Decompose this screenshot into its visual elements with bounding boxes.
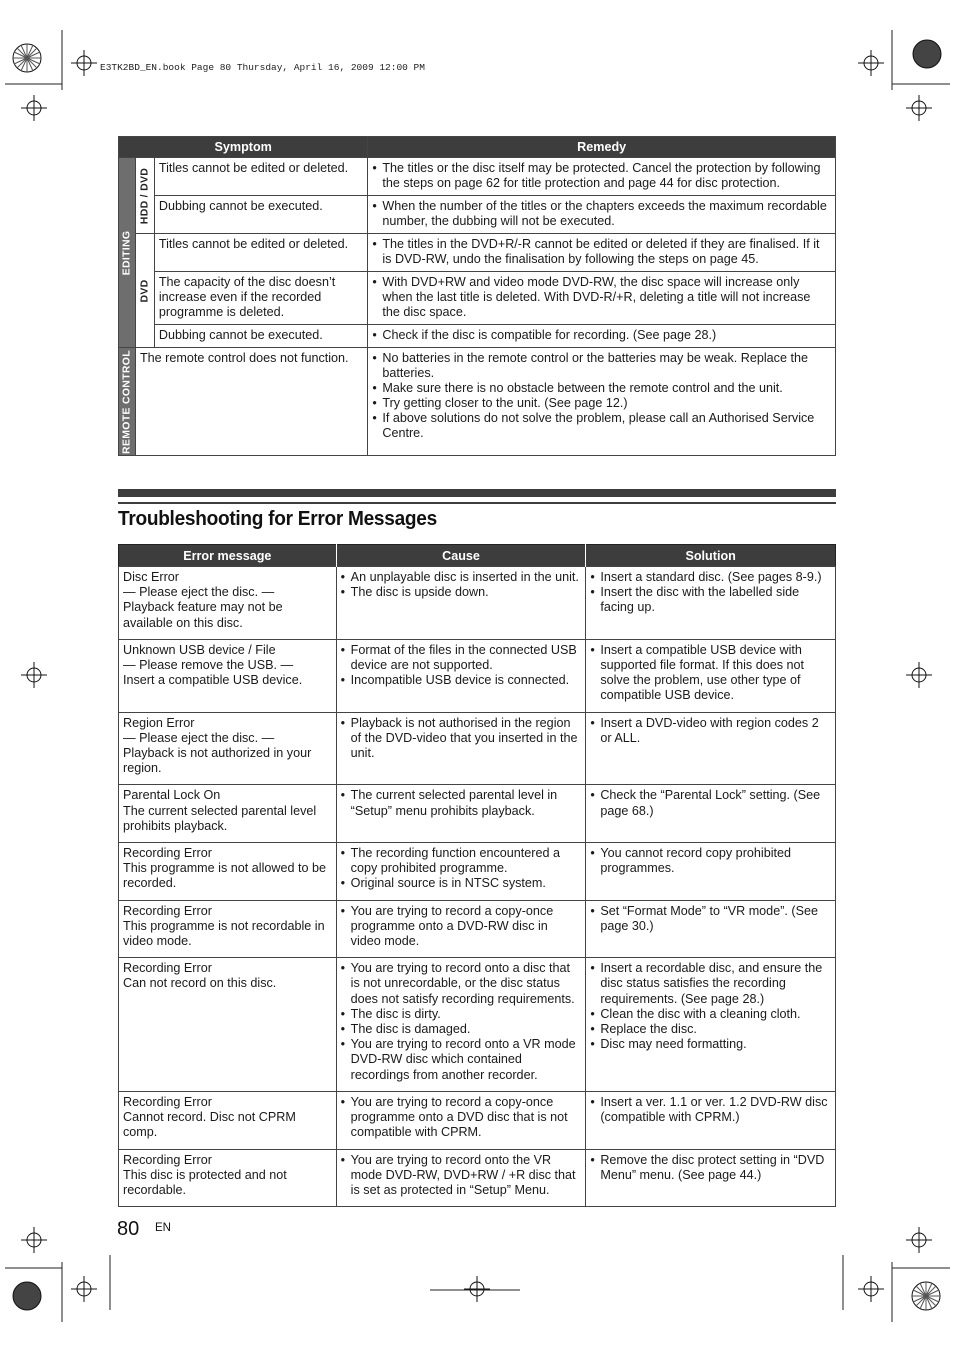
- table-row: [119, 158, 836, 196]
- cause-cell: [336, 785, 586, 843]
- table-row: [119, 272, 836, 325]
- list-item: • Check the “Parental Lock” setting. (See page 68.): [590, 788, 830, 818]
- table-header-row: [119, 545, 836, 567]
- list-item: • Insert a standard disc. (See pages 8-9.): [590, 570, 830, 585]
- cause-cell: [336, 1091, 586, 1149]
- cause-header: Cause: [336, 545, 586, 567]
- remedy-cell: [368, 325, 836, 348]
- table-row: [119, 1149, 836, 1207]
- list-item: • Playback is not authorised in the region of the DVD-video that you inserted in the unit.: [341, 716, 581, 762]
- message-line: Parental Lock On: [123, 788, 221, 803]
- message-line: Playback is not authorized in your region.: [123, 746, 312, 776]
- list-item: • Disc may need formatting.: [590, 1037, 830, 1052]
- message-line: Insert a compatible USB device.: [123, 673, 303, 688]
- table-row: [119, 843, 836, 901]
- error-messages-table: [118, 544, 836, 1207]
- table-row: [119, 234, 836, 272]
- table-row: [119, 958, 836, 1092]
- error-message-cell: [119, 843, 337, 901]
- cause-cell: [336, 639, 586, 712]
- error-message-cell: [119, 1149, 337, 1207]
- cause-cell: [336, 712, 586, 785]
- cause-cell: [336, 958, 586, 1092]
- list-item: • No batteries in the remote control or the batteries may be weak. Replace the batteries.: [372, 351, 829, 381]
- message-line: Region Error: [123, 715, 195, 730]
- cause-cell: [336, 900, 586, 958]
- error-message-cell: [119, 567, 337, 640]
- list-item: • You are trying to record a copy-once programme onto a DVD-RW disc in video mode.: [341, 904, 581, 950]
- table-row: [119, 900, 836, 958]
- symptom-cell: The capacity of the disc doesn’t increase even if the recorded programme is deleted.: [154, 272, 367, 325]
- page-number: 80: [117, 1218, 140, 1240]
- message-line: Recording Error: [123, 1094, 212, 1109]
- list-item: • The titles in the DVD+R/-R cannot be edited or deleted if they are finalised. If it is DVD-RW, undo the finalisation by following the steps on page 45.: [372, 237, 829, 267]
- message-line: Recording Error: [123, 846, 212, 861]
- message-line: Recording Error: [123, 903, 212, 918]
- solution-header: Solution: [586, 545, 836, 567]
- error-message-header: Error message: [119, 545, 337, 567]
- list-item: • Remove the disc protect setting in “DVD Menu” menu. (See page 44.): [590, 1153, 830, 1183]
- list-item: • Incompatible USB device is connected.: [341, 673, 581, 688]
- message-line: Disc Error: [123, 570, 179, 584]
- cause-cell: [336, 567, 586, 640]
- list-item: • Original source is in NTSC system.: [341, 876, 581, 891]
- subcategory-hdd-dvd: HDD / DVD: [135, 158, 154, 234]
- error-message-cell: [119, 785, 337, 843]
- message-line: The current selected parental level prohibits playback.: [123, 803, 317, 833]
- list-item: • With DVD+RW and video mode DVD-RW, the disc space will increase only when the last title is deleted. With DVD-R/+R, deleting a title will not increase the disc space.: [372, 275, 829, 320]
- remedy-cell: [368, 272, 836, 325]
- list-item: • Insert a ver. 1.1 or ver. 1.2 DVD-RW disc (compatible with CPRM.): [590, 1095, 830, 1125]
- list-item: • Make sure there is no obstacle between the remote control and the unit.: [372, 381, 829, 396]
- message-line: Can not record on this disc.: [123, 976, 277, 991]
- list-item: • The recording function encountered a copy prohibited programme.: [341, 846, 581, 876]
- table-row: [119, 1091, 836, 1149]
- list-item: • Insert a recordable disc, and ensure the disc status satisfies the recording requirements. (See page 28.): [590, 961, 830, 1007]
- remedy-cell: [368, 196, 836, 234]
- list-item: • Insert a DVD-video with region codes 2 or ALL.: [590, 716, 830, 746]
- list-item: • You are trying to record a copy-once programme onto a DVD disc that is not compatible with CPRM.: [341, 1095, 581, 1141]
- list-item: • Format of the files in the connected USB device are not supported.: [341, 643, 581, 673]
- table-row: [119, 348, 836, 456]
- list-item: • Set “Format Mode” to “VR mode”. (See page 30.): [590, 904, 830, 934]
- solution-cell: [586, 567, 836, 640]
- category-editing: EDITING: [119, 158, 136, 348]
- symptom-header: Symptom: [119, 137, 368, 158]
- section-rule-thin: [118, 502, 836, 504]
- section-title: Troubleshooting for Error Messages: [118, 507, 437, 530]
- solution-cell: [586, 900, 836, 958]
- list-item: • The disc is damaged.: [341, 1022, 581, 1037]
- list-item: • Insert a compatible USB device with supported file format. If this does not solve the problem, use other type of compatible USB device.: [590, 643, 830, 704]
- solution-cell: [586, 1149, 836, 1207]
- list-item: • The disc is dirty.: [341, 1007, 581, 1022]
- symptom-cell: The remote control does not function.: [135, 348, 367, 456]
- category-remote-control: REMOTE CONTROL: [119, 348, 136, 456]
- table-row: [119, 196, 836, 234]
- subcategory-dvd: DVD: [135, 234, 154, 348]
- message-line: This disc is protected and not recordable.: [123, 1167, 287, 1197]
- list-item: • You are trying to record onto a VR mode DVD-RW disc which contained recordings from another recorder.: [341, 1037, 581, 1083]
- list-item: • Check if the disc is compatible for recording. (See page 28.): [372, 328, 829, 343]
- section-rule-thick: [118, 489, 836, 497]
- remedy-cell: [368, 158, 836, 196]
- message-line: — Please eject the disc. —: [123, 730, 275, 745]
- remedy-cell: [368, 348, 836, 456]
- error-message-cell: [119, 712, 337, 785]
- error-message-cell: [119, 1091, 337, 1149]
- message-line: This programme is not recordable in video mode.: [123, 918, 325, 949]
- error-message-cell: [119, 900, 337, 958]
- cause-cell: [336, 843, 586, 901]
- list-item: • You cannot record copy prohibited programmes.: [590, 846, 830, 876]
- list-item: • You are trying to record onto the VR mode DVD-RW, DVD+RW / +R disc that is set as protected in “Setup” Menu.: [341, 1153, 581, 1199]
- print-header: E3TK2BD_EN.book Page 80 Thursday, April 16, 2009 12:00 PM: [100, 62, 425, 73]
- cause-cell: [336, 1149, 586, 1207]
- symptom-remedy-table: [118, 136, 836, 456]
- solution-cell: [586, 785, 836, 843]
- error-message-cell: [119, 958, 337, 1092]
- table-row: [119, 567, 836, 640]
- list-item: • Insert the disc with the labelled side facing up.: [590, 585, 830, 615]
- table-header-row: [119, 137, 836, 158]
- list-item: • Clean the disc with a cleaning cloth.: [590, 1007, 830, 1022]
- remedy-cell: [368, 234, 836, 272]
- table-row: [119, 325, 836, 348]
- symptom-cell: Titles cannot be edited or deleted.: [154, 158, 367, 196]
- symptom-cell: Dubbing cannot be executed.: [154, 196, 367, 234]
- message-line: — Please remove the USB. —: [123, 658, 294, 673]
- symptom-cell: Titles cannot be edited or deleted.: [154, 234, 367, 272]
- list-item: • When the number of the titles or the chapters exceeds the maximum recordable number, the dubbing will not be executed.: [372, 199, 829, 229]
- language-code: EN: [155, 1222, 171, 1234]
- remedy-header: Remedy: [368, 137, 836, 158]
- symptom-cell: Dubbing cannot be executed.: [154, 325, 367, 348]
- message-line: Playback feature may not be available on this disc.: [123, 600, 283, 630]
- solution-cell: [586, 1091, 836, 1149]
- list-item: • If above solutions do not solve the problem, please call an Authorised Service Centre.: [372, 411, 829, 441]
- message-line: Recording Error: [123, 961, 212, 976]
- list-item: • An unplayable disc is inserted in the unit.: [341, 570, 581, 585]
- message-line: This programme is not allowed to be recorded.: [123, 861, 326, 891]
- list-item: • Replace the disc.: [590, 1022, 830, 1037]
- message-line: Recording Error: [123, 1152, 212, 1167]
- solution-cell: [586, 843, 836, 901]
- solution-cell: [586, 639, 836, 712]
- message-line: — Please eject the disc. —: [123, 585, 275, 600]
- error-message-cell: [119, 639, 337, 712]
- list-item: • The disc is upside down.: [341, 585, 581, 600]
- list-item: • The current selected parental level in “Setup” menu prohibits playback.: [341, 788, 581, 818]
- list-item: • Try getting closer to the unit. (See page 12.): [372, 396, 829, 411]
- message-line: Cannot record. Disc not CPRM comp.: [123, 1110, 296, 1140]
- list-item: • You are trying to record onto a disc that is not unrecordable, or the disc status does not satisfy recording requirements.: [341, 961, 581, 1007]
- message-line: Unknown USB device / File: [123, 642, 276, 657]
- table-row: [119, 785, 836, 843]
- table-row: [119, 639, 836, 712]
- solution-cell: [586, 712, 836, 785]
- solution-cell: [586, 958, 836, 1092]
- list-item: • The titles or the disc itself may be protected. Cancel the protection by following the steps on page 62 for title protection and page 44 for disc protection.: [372, 161, 829, 191]
- table-row: [119, 712, 836, 785]
